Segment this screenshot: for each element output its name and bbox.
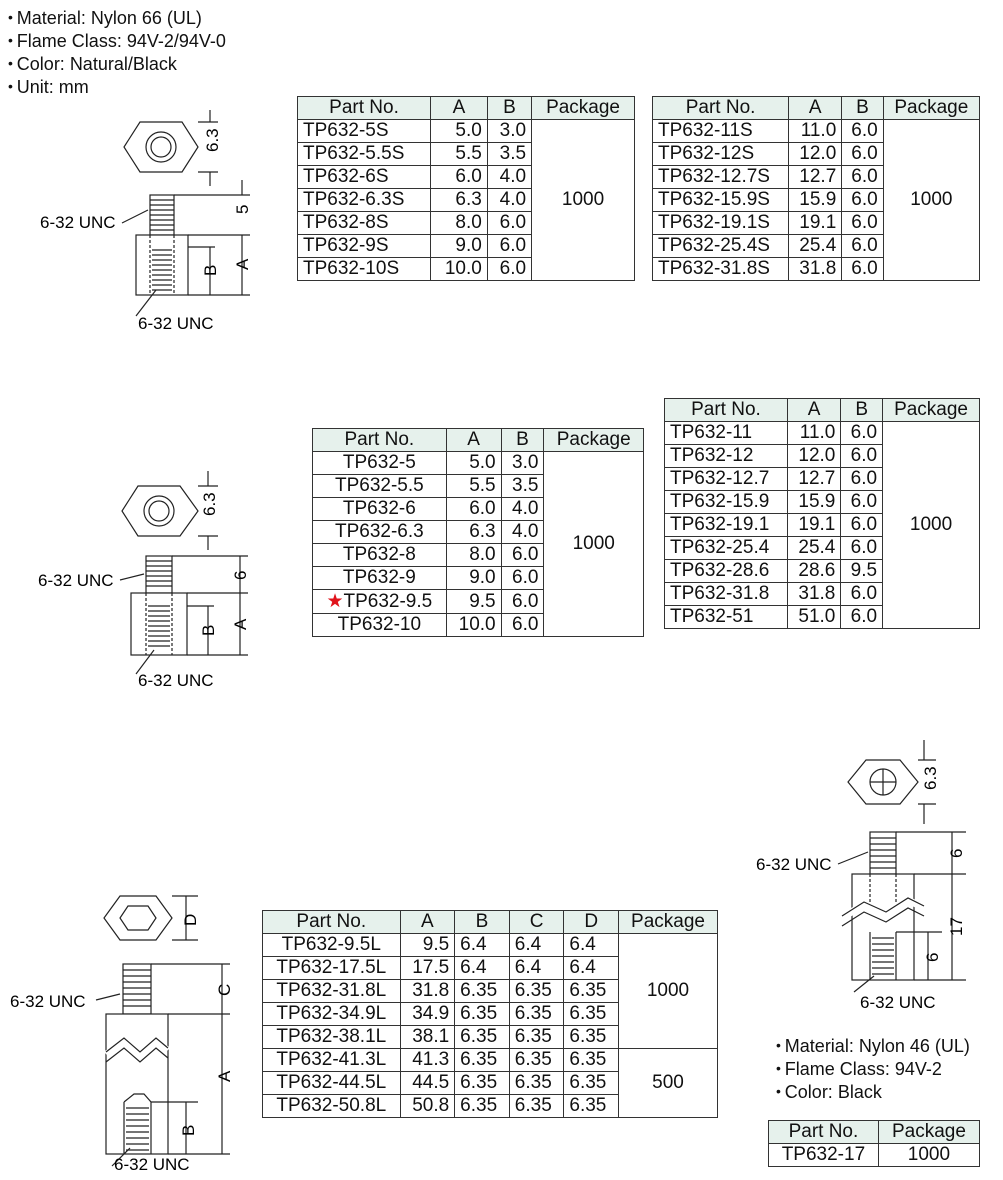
- table-cell: 11.0: [787, 422, 840, 445]
- table-cell: TP632-17: [769, 1144, 879, 1167]
- table-cell: 6.35: [509, 1049, 564, 1072]
- bottom-dim-label: 6: [923, 952, 942, 962]
- table-cell: TP632-15.9S: [653, 189, 789, 212]
- table-cell: TP632-8S: [298, 212, 431, 235]
- col-part-no: Part No.: [263, 911, 401, 934]
- table-cell: 6.4: [509, 957, 564, 980]
- package-cell: 1000: [883, 422, 980, 629]
- col-package: Package: [544, 429, 644, 452]
- table-row: [263, 1049, 718, 1072]
- table-cell: TP632-17.5L: [263, 957, 401, 980]
- table-cell: ★TP632-9.5: [313, 590, 447, 614]
- table-row: [263, 934, 718, 957]
- table-cell: 6.35: [455, 1095, 510, 1118]
- table-cell: TP632-5.5S: [298, 143, 431, 166]
- thread-top-label: 6-32 UNC: [38, 571, 114, 590]
- table-cell: 6.0: [487, 212, 531, 235]
- table-cell: TP632-6.3S: [298, 189, 431, 212]
- table-cell: TP632-34.9L: [263, 1003, 401, 1026]
- table-cell: TP632-5.5: [313, 475, 447, 498]
- dim-d-label: D: [181, 913, 200, 926]
- col-a: A: [789, 97, 842, 120]
- table-cell: 6.0: [841, 606, 883, 629]
- dim-b-label: B: [201, 264, 220, 276]
- parts-table-6: [768, 1120, 980, 1167]
- table-cell: 5.5: [446, 475, 501, 498]
- col-part-no: Part No.: [665, 399, 788, 422]
- col-b: B: [455, 911, 510, 934]
- table-cell: 6.0: [501, 544, 544, 567]
- table-cell: TP632-31.8S: [653, 258, 789, 281]
- col-package: Package: [883, 97, 979, 120]
- table-cell: 41.3: [400, 1049, 455, 1072]
- dim-a-label: A: [215, 1070, 234, 1082]
- table-cell: 11.0: [789, 120, 842, 143]
- table-cell: 12.7: [789, 166, 842, 189]
- spec-material: • Material: Nylon 46 (UL): [776, 1034, 970, 1057]
- parts-table-4: [664, 398, 980, 629]
- table-cell: TP632-12.7: [665, 468, 788, 491]
- table-cell: TP632-5: [313, 452, 447, 475]
- package-cell: 1000: [619, 934, 718, 1049]
- table-row: [298, 120, 635, 143]
- spec-unit: • Unit: mm: [8, 75, 226, 98]
- table-cell: 8.0: [431, 212, 488, 235]
- dim-c-label: C: [215, 983, 234, 996]
- table-cell: 17.5: [400, 957, 455, 980]
- table-cell: 10.0: [431, 258, 488, 281]
- package-cell: 1000: [883, 120, 979, 281]
- thread-top-label: 6-32 UNC: [10, 992, 86, 1011]
- top-dim-label: 6: [947, 848, 966, 858]
- table-cell: 6.35: [455, 1026, 510, 1049]
- table-cell: 1000: [878, 1144, 979, 1167]
- thread-bottom-label: 6-32 UNC: [138, 314, 214, 333]
- table-cell: 19.1: [787, 514, 840, 537]
- table-cell: 6.0: [841, 445, 883, 468]
- dim-a-label: A: [231, 618, 250, 630]
- table-cell: TP632-50.8L: [263, 1095, 401, 1118]
- dim-a-label: A: [233, 258, 252, 270]
- table-row: [653, 120, 980, 143]
- table-cell: 25.4: [789, 235, 842, 258]
- table-cell: 6.0: [431, 166, 488, 189]
- table-cell: 6.0: [842, 143, 883, 166]
- parts-table-3: [312, 428, 644, 637]
- spacer-drawing-2: [38, 466, 253, 696]
- table-cell: 6.0: [501, 567, 544, 590]
- spec-material: • Material: Nylon 66 (UL): [8, 6, 226, 29]
- table-cell: 5.5: [431, 143, 488, 166]
- table-cell: 5.0: [431, 120, 488, 143]
- table-cell: TP632-38.1L: [263, 1026, 401, 1049]
- table-cell: 6.0: [841, 583, 883, 606]
- table-cell: TP632-9.5L: [263, 934, 401, 957]
- spacer-drawing-1: [40, 110, 250, 340]
- col-part-no: Part No.: [313, 429, 447, 452]
- table-cell: 6.0: [841, 514, 883, 537]
- table-cell: 6.35: [455, 1049, 510, 1072]
- table-cell: 6.35: [509, 1072, 564, 1095]
- table-cell: TP632-25.4S: [653, 235, 789, 258]
- thread-top-label: 6-32 UNC: [756, 855, 832, 874]
- table-cell: 6.35: [564, 980, 619, 1003]
- spec-color: • Color: Natural/Black: [8, 52, 226, 75]
- package-cell: 1000: [532, 120, 635, 281]
- table-cell: 19.1: [789, 212, 842, 235]
- table-cell: 3.5: [501, 475, 544, 498]
- table-row: [665, 422, 980, 445]
- mid-dim-label: 17: [947, 917, 966, 936]
- table-cell: 6.4: [455, 934, 510, 957]
- table-cell: 6.4: [564, 957, 619, 980]
- table-cell: 4.0: [487, 166, 531, 189]
- table-cell: 31.8: [789, 258, 842, 281]
- table-cell: 6.35: [509, 1003, 564, 1026]
- table-cell: TP632-51: [665, 606, 788, 629]
- table-cell: 6.35: [564, 1095, 619, 1118]
- table-cell: 3.0: [501, 452, 544, 475]
- table-row: [769, 1144, 980, 1167]
- table-cell: 6.0: [841, 422, 883, 445]
- star-icon: ★: [326, 591, 344, 612]
- hex-dim-label: 6.3: [921, 766, 940, 790]
- parts-table-1: [297, 96, 635, 281]
- table-cell: 6.35: [509, 1095, 564, 1118]
- table-cell: TP632-5S: [298, 120, 431, 143]
- parts-table-5: [262, 910, 718, 1118]
- table-cell: 9.0: [446, 567, 501, 590]
- table-cell: 31.8: [400, 980, 455, 1003]
- table-cell: 6.0: [501, 614, 544, 637]
- col-a: A: [446, 429, 501, 452]
- table-cell: 6.0: [841, 491, 883, 514]
- table-cell: 6.35: [564, 1049, 619, 1072]
- table-cell: TP632-25.4: [665, 537, 788, 560]
- table-cell: 4.0: [501, 498, 544, 521]
- spec-list-bottom: [776, 1034, 970, 1103]
- col-b: B: [842, 97, 883, 120]
- col-d: D: [564, 911, 619, 934]
- col-a: A: [787, 399, 840, 422]
- col-package: Package: [883, 399, 980, 422]
- table-cell: TP632-19.1: [665, 514, 788, 537]
- table-cell: 3.0: [487, 120, 531, 143]
- table-cell: TP632-15.9: [665, 491, 788, 514]
- col-part-no: Part No.: [653, 97, 789, 120]
- table-cell: TP632-12: [665, 445, 788, 468]
- table-cell: TP632-6S: [298, 166, 431, 189]
- table-cell: 6.35: [564, 1003, 619, 1026]
- col-part-no: Part No.: [769, 1121, 879, 1144]
- table-cell: 6.0: [842, 235, 883, 258]
- col-b: B: [501, 429, 544, 452]
- thread-top-label: 6-32 UNC: [40, 213, 116, 232]
- thread-bottom-label: 6-32 UNC: [138, 671, 214, 690]
- table-cell: 3.5: [487, 143, 531, 166]
- table-cell: TP632-11S: [653, 120, 789, 143]
- table-cell: 5.0: [446, 452, 501, 475]
- table-cell: 4.0: [487, 189, 531, 212]
- spec-color: • Color: Black: [776, 1080, 970, 1103]
- table-cell: TP632-31.8L: [263, 980, 401, 1003]
- table-cell: TP632-19.1S: [653, 212, 789, 235]
- table-cell: TP632-12S: [653, 143, 789, 166]
- table-cell: 6.35: [455, 980, 510, 1003]
- table-cell: 6.4: [455, 957, 510, 980]
- table-cell: 51.0: [787, 606, 840, 629]
- table-cell: 6.0: [842, 258, 883, 281]
- table-cell: 6.35: [564, 1072, 619, 1095]
- table-cell: TP632-6.3: [313, 521, 447, 544]
- table-cell: TP632-12.7S: [653, 166, 789, 189]
- dim-b-label: B: [199, 624, 218, 636]
- spec-list-top: [8, 6, 226, 98]
- table-cell: 44.5: [400, 1072, 455, 1095]
- table-cell: 6.0: [842, 120, 883, 143]
- table-cell: TP632-28.6: [665, 560, 788, 583]
- table-cell: 6.0: [842, 166, 883, 189]
- top-dim-label: 6: [231, 570, 250, 580]
- table-cell: TP632-6: [313, 498, 447, 521]
- col-b: B: [841, 399, 883, 422]
- spacer-drawing-4: [756, 740, 976, 1020]
- table-cell: 9.5: [446, 590, 501, 614]
- dim-b-label: B: [179, 1124, 198, 1136]
- table-cell: 34.9: [400, 1003, 455, 1026]
- table-cell: 25.4: [787, 537, 840, 560]
- table-cell: 6.35: [455, 1072, 510, 1095]
- col-part-no: Part No.: [298, 97, 431, 120]
- table-cell: 6.35: [509, 980, 564, 1003]
- table-cell: 15.9: [789, 189, 842, 212]
- table-cell: 6.35: [509, 1026, 564, 1049]
- table-cell: 9.5: [841, 560, 883, 583]
- table-row: [313, 452, 644, 475]
- col-a: A: [400, 911, 455, 934]
- col-a: A: [431, 97, 488, 120]
- package-cell: 1000: [544, 452, 644, 637]
- table-cell: TP632-41.3L: [263, 1049, 401, 1072]
- table-cell: 50.8: [400, 1095, 455, 1118]
- col-b: B: [487, 97, 531, 120]
- table-cell: 6.0: [841, 537, 883, 560]
- table-cell: 6.3: [446, 521, 501, 544]
- col-package: Package: [619, 911, 718, 934]
- table-cell: 9.0: [431, 235, 488, 258]
- table-cell: 9.5: [400, 934, 455, 957]
- table-cell: 6.3: [431, 189, 488, 212]
- spec-flame-class: • Flame Class: 94V-2/94V-0: [8, 29, 226, 52]
- table-cell: 12.7: [787, 468, 840, 491]
- table-cell: 6.0: [842, 212, 883, 235]
- col-package: Package: [532, 97, 635, 120]
- table-cell: TP632-44.5L: [263, 1072, 401, 1095]
- thread-bottom-label: 6-32 UNC: [860, 993, 936, 1012]
- table-cell: 31.8: [787, 583, 840, 606]
- col-package: Package: [878, 1121, 979, 1144]
- table-cell: TP632-31.8: [665, 583, 788, 606]
- table-cell: TP632-11: [665, 422, 788, 445]
- table-cell: 6.0: [841, 468, 883, 491]
- table-cell: 6.4: [564, 934, 619, 957]
- thread-bottom-label: 6-32 UNC: [114, 1155, 190, 1174]
- table-cell: 6.35: [455, 1003, 510, 1026]
- table-cell: TP632-8: [313, 544, 447, 567]
- table-cell: 12.0: [787, 445, 840, 468]
- table-cell: 6.0: [487, 235, 531, 258]
- table-cell: TP632-10S: [298, 258, 431, 281]
- top-dim-label: 5: [233, 204, 252, 214]
- table-cell: 38.1: [400, 1026, 455, 1049]
- table-cell: TP632-9: [313, 567, 447, 590]
- table-cell: 12.0: [789, 143, 842, 166]
- spec-flame-class: • Flame Class: 94V-2: [776, 1057, 970, 1080]
- parts-table-2: [652, 96, 980, 281]
- table-cell: 6.0: [446, 498, 501, 521]
- hex-dim-label: 6.3: [203, 128, 222, 152]
- table-cell: 6.0: [487, 258, 531, 281]
- table-cell: 6.0: [501, 590, 544, 614]
- table-cell: TP632-10: [313, 614, 447, 637]
- table-cell: 8.0: [446, 544, 501, 567]
- spacer-drawing-3: [8, 876, 253, 1176]
- table-cell: 10.0: [446, 614, 501, 637]
- table-cell: TP632-9S: [298, 235, 431, 258]
- hex-dim-label: 6.3: [200, 492, 219, 516]
- table-cell: 4.0: [501, 521, 544, 544]
- col-c: C: [509, 911, 564, 934]
- table-cell: 28.6: [787, 560, 840, 583]
- table-cell: 15.9: [787, 491, 840, 514]
- package-cell: 500: [619, 1049, 718, 1118]
- table-cell: 6.0: [842, 189, 883, 212]
- table-cell: 6.35: [564, 1026, 619, 1049]
- table-cell: 6.4: [509, 934, 564, 957]
